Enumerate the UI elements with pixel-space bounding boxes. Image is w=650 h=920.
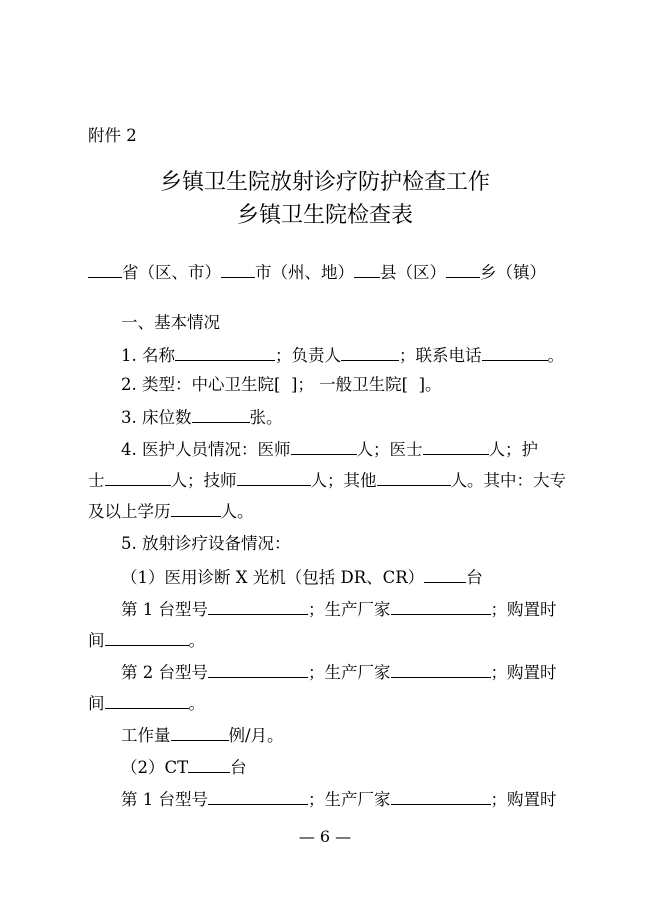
phone-label: ；联系电话 xyxy=(399,346,482,365)
nurse-field[interactable] xyxy=(105,468,171,486)
time1-label: 间 xyxy=(88,631,105,650)
name-field[interactable] xyxy=(175,343,275,361)
row-staff-1 xyxy=(121,437,538,461)
time2-period: 。 xyxy=(188,694,205,713)
purchase2-label: ；购置时 xyxy=(490,663,557,682)
ct-model1-label: 第 1 台型号 xyxy=(121,790,208,809)
maker2-field[interactable] xyxy=(391,660,491,678)
model2-field[interactable] xyxy=(208,660,308,678)
model1-label: 第 1 台型号 xyxy=(121,600,208,619)
model2-label: 第 2 台型号 xyxy=(121,663,208,682)
row-xray xyxy=(121,565,483,589)
region-line xyxy=(88,260,546,284)
row-ct xyxy=(121,755,247,779)
attachment-label: 附件 2 xyxy=(88,126,137,145)
time1-period: 。 xyxy=(188,631,205,650)
region-county: 县（区） xyxy=(380,263,446,282)
ct-count-field[interactable] xyxy=(188,755,230,773)
technician-field[interactable] xyxy=(237,468,311,486)
staff-label: 4. 医护人员情况：医师 xyxy=(121,440,291,459)
xray-unit: 台 xyxy=(466,568,483,587)
leader-label: ；负责人 xyxy=(275,346,341,365)
xray-label: （1）医用诊断 X 光机（包括 DR、CR） xyxy=(121,568,425,587)
workload-field[interactable] xyxy=(171,723,229,741)
name-label: 1. 名称 xyxy=(121,346,175,365)
beds-field[interactable] xyxy=(192,405,250,423)
staff-unit6: 人。 xyxy=(220,502,254,521)
workload-unit: 例/月。 xyxy=(228,726,284,745)
maker1-label: ；生产厂家 xyxy=(308,600,391,619)
assistant-doctor-field[interactable] xyxy=(423,437,489,455)
time2-field[interactable] xyxy=(105,691,189,709)
staff-unit1: 人；医士 xyxy=(356,440,423,459)
staff-unit5: 人。其中：大专 xyxy=(450,471,566,490)
beds-unit: 张。 xyxy=(249,408,283,427)
maker1-field[interactable] xyxy=(391,597,491,615)
row-staff-2 xyxy=(88,468,566,492)
row-xray-time2 xyxy=(88,691,205,715)
phone-field[interactable] xyxy=(482,343,548,361)
region-province: 省（区、市） xyxy=(122,263,221,282)
row-xray-model2 xyxy=(121,660,557,684)
maker2-label: ；生产厂家 xyxy=(308,663,391,682)
type-end: ]。 xyxy=(418,375,442,394)
page-title: 乡镇卫生院放射诊疗防护检查工作 xyxy=(159,170,490,195)
time1-field[interactable] xyxy=(105,628,189,646)
workload-label: 工作量 xyxy=(121,726,171,745)
model1-field[interactable] xyxy=(208,597,308,615)
ct-maker1-label: ；生产厂家 xyxy=(308,790,391,809)
row-staff-3 xyxy=(88,499,254,523)
row-ct-model1 xyxy=(121,787,557,811)
doctor-field[interactable] xyxy=(291,437,357,455)
row-type xyxy=(121,374,442,396)
type-center: 2. 类型：中心卫生院[ xyxy=(121,375,281,394)
region-city: 市（州、地） xyxy=(255,263,354,282)
phone-end: 。 xyxy=(547,346,564,365)
staff-unit4: 人；其他 xyxy=(310,471,377,490)
ct-purchase1-label: ；购置时 xyxy=(490,790,557,809)
row-xray-time1 xyxy=(88,628,205,652)
leader-field[interactable] xyxy=(341,343,399,361)
college-field[interactable] xyxy=(171,499,221,517)
row-name xyxy=(121,343,564,367)
other-field[interactable] xyxy=(377,468,451,486)
page-number: — 6 — xyxy=(298,827,352,846)
ct-model1-field[interactable] xyxy=(208,787,308,805)
staff-unit3: 人；技师 xyxy=(170,471,237,490)
section-heading: 一、基本情况 xyxy=(121,313,220,332)
xray-count-field[interactable] xyxy=(424,565,466,583)
ct-unit: 台 xyxy=(230,758,247,777)
row-workload xyxy=(121,723,284,747)
ct-maker1-field[interactable] xyxy=(391,787,491,805)
page-subtitle: 乡镇卫生院检查表 xyxy=(236,203,413,228)
equipment-label: 5. 放射诊疗设备情况： xyxy=(121,534,291,553)
staff-line3-start: 及以上学历 xyxy=(88,502,171,521)
ct-label: （2）CT xyxy=(121,758,189,777)
row-beds xyxy=(121,405,283,429)
staff-unit2: 人；护 xyxy=(488,440,538,459)
purchase1-label: ；购置时 xyxy=(490,600,557,619)
region-township: 乡（镇） xyxy=(480,263,546,282)
staff-line2-start: 士 xyxy=(88,471,105,490)
beds-label: 3. 床位数 xyxy=(121,408,192,427)
row-xray-model1 xyxy=(121,597,557,621)
type-general: ]； 一般卫生院[ xyxy=(290,375,409,394)
time2-label: 间 xyxy=(88,694,105,713)
